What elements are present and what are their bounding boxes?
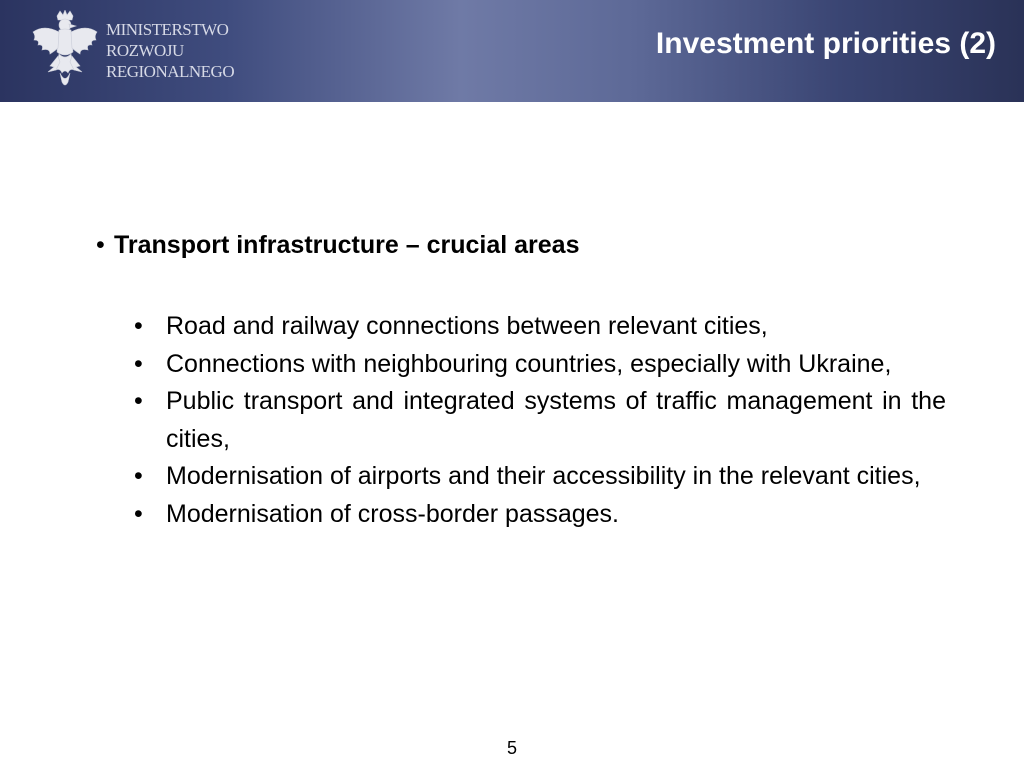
sub-bullet-list: [96, 308, 946, 533]
slide-content: [96, 228, 946, 533]
list-item: [134, 496, 946, 534]
header-band: [0, 0, 1024, 102]
bullet-icon: •: [134, 499, 143, 528]
page-number: 5: [506, 738, 517, 758]
bullet-icon: •: [134, 387, 143, 415]
slide-title: Investment priorities (2): [655, 27, 996, 60]
list-item: [134, 383, 946, 458]
ministry-name: [106, 19, 234, 82]
bullet-icon: •: [96, 231, 105, 259]
list-item-text: Public transport and integrated systems of traffic management in the cities,: [166, 387, 946, 453]
ministry-line-2: ROZWOJU: [106, 40, 184, 60]
bullet-icon: •: [134, 312, 143, 340]
list-item: [134, 308, 946, 346]
list-item: [134, 346, 946, 384]
list-item-text: Modernisation of airports and their accessibility in the relevant cities,: [166, 462, 921, 490]
list-item: [134, 458, 946, 496]
white-eagle-icon: [30, 10, 100, 90]
list-item-text: Road and railway connections between relevant cities,: [166, 312, 768, 340]
bullet-icon: •: [134, 462, 143, 490]
main-point-text: Transport infrastructure – crucial areas: [114, 231, 580, 259]
main-bullet-point: [96, 228, 946, 262]
list-item-text: Connections with neighbouring countries, especially with Ukraine,: [166, 349, 892, 378]
bullet-icon: •: [134, 349, 143, 378]
ministry-line-1: MINISTERSTWO: [106, 19, 229, 39]
ministry-logo: [30, 10, 234, 90]
ministry-line-3: REGIONALNEGO: [106, 61, 235, 81]
list-item-text: Modernisation of cross-border passages.: [166, 499, 620, 528]
